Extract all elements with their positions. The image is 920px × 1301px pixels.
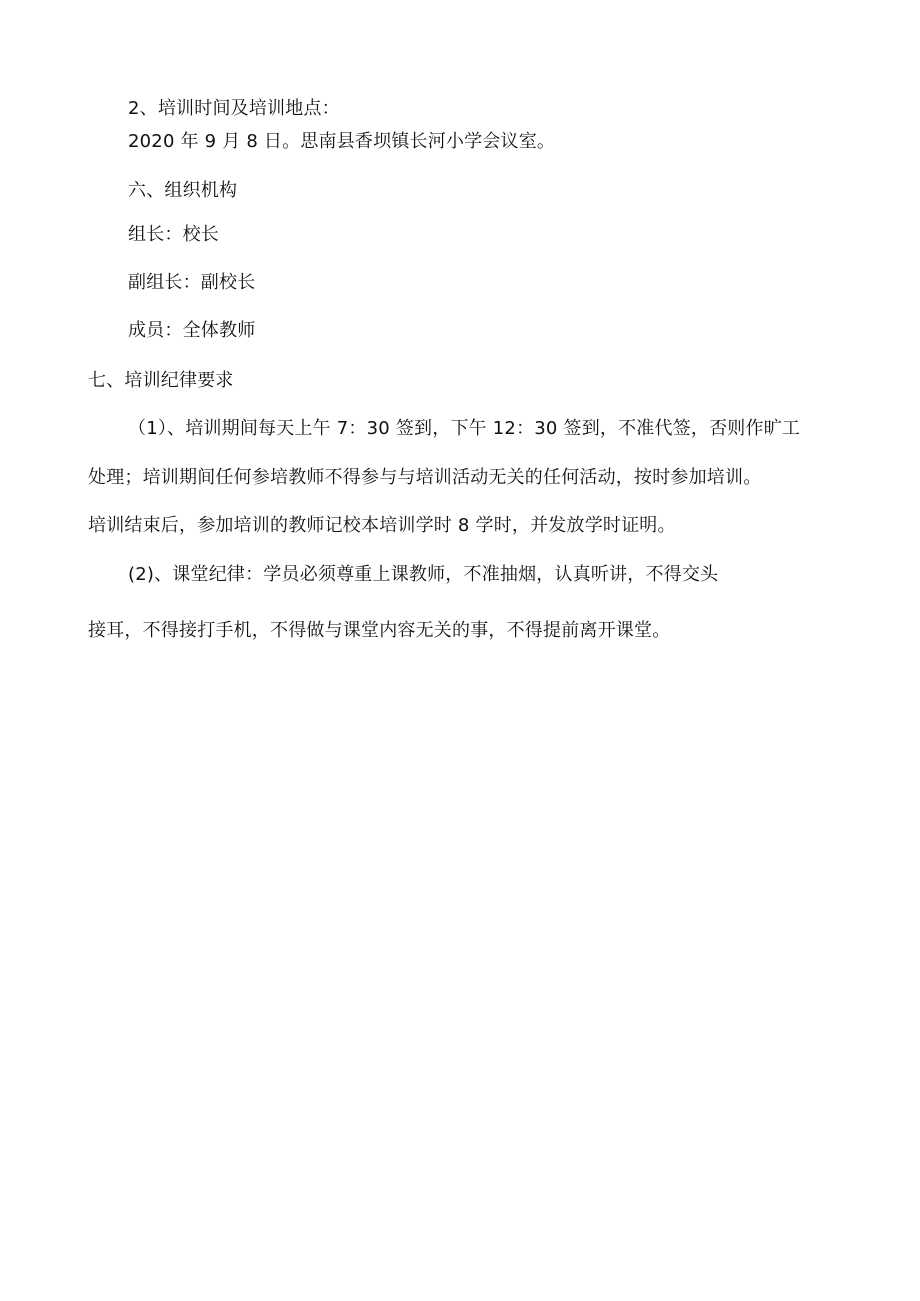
group-leader-line: 组长：校长 bbox=[128, 224, 219, 245]
deputy-leader-line: 副组长：副校长 bbox=[128, 272, 256, 293]
training-time-heading: 2、培训时间及培训地点： bbox=[128, 98, 340, 119]
discipline-item-2-line-2: 接耳，不得接打手机，不得做与课堂内容无关的事，不得提前离开课堂。 bbox=[88, 620, 671, 641]
discipline-item-2-line-1: (2)、课堂纪律：学员必须尊重上课教师，不准抽烟，认真听讲，不得交头 bbox=[128, 564, 719, 585]
discipline-item-1-line-1: （1）、培训期间每天上午 7：30 签到，下午 12：30 签到，不准代签，否则作旷工 bbox=[128, 418, 801, 439]
discipline-heading: 七、培训纪律要求 bbox=[88, 370, 234, 391]
training-date-location: 2020 年 9 月 8 日。思南县香坝镇长河小学会议室。 bbox=[128, 131, 556, 152]
discipline-item-1-line-3: 培训结束后，参加培训的教师记校本培训学时 8 学时，并发放学时证明。 bbox=[88, 515, 676, 536]
organization-heading: 六、组织机构 bbox=[128, 180, 238, 201]
members-line: 成员：全体教师 bbox=[128, 320, 256, 341]
discipline-item-1-line-2: 处理；培训期间任何参培教师不得参与与培训活动无关的任何活动，按时参加培训。 bbox=[88, 467, 762, 488]
